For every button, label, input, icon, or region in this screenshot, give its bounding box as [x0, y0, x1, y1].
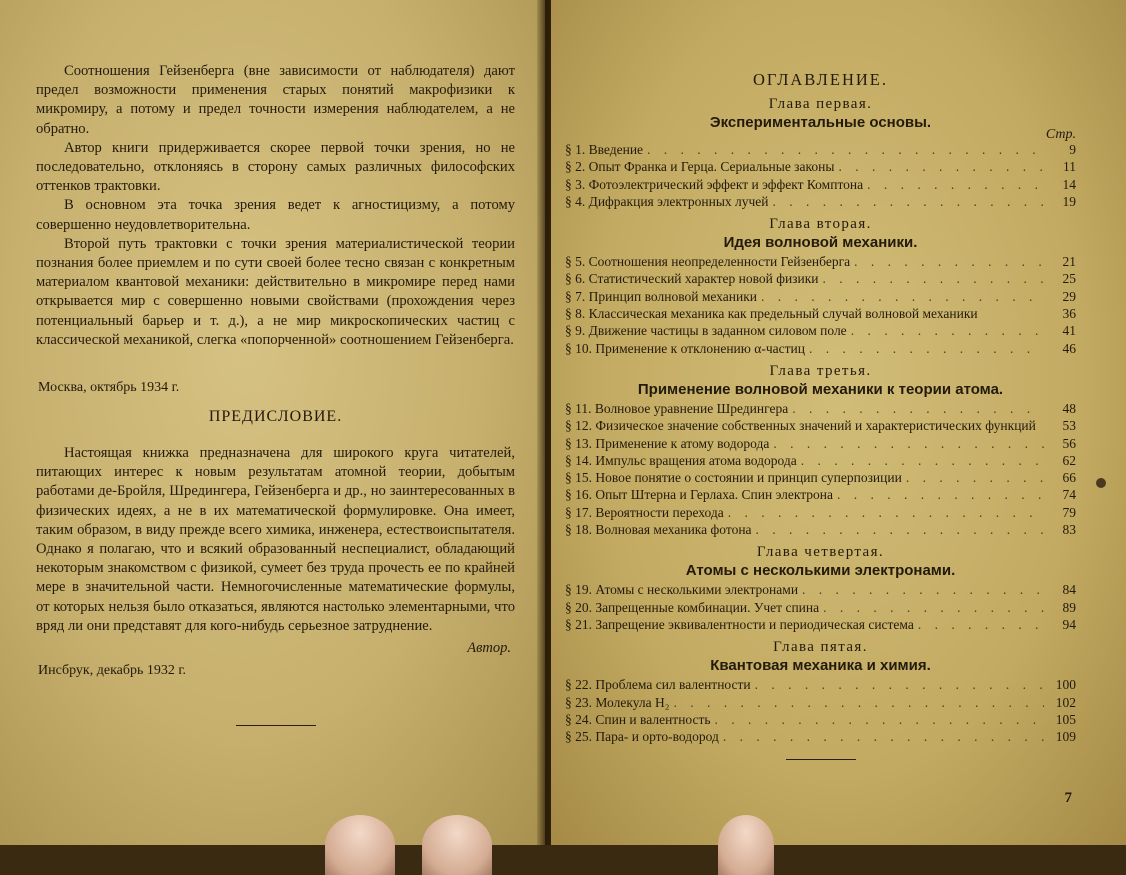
left-page [0, 0, 545, 845]
section-page: 62 [1062, 452, 1076, 468]
section-page: 100 [1055, 677, 1076, 693]
preface-heading: ПРЕДИСЛОВИЕ. [208, 408, 343, 426]
section-page: 14 [1062, 176, 1076, 192]
section-page: 109 [1055, 729, 1076, 745]
toc-entry [565, 322, 1076, 339]
place-date: Москва, октябрь 1934 г. [38, 380, 180, 396]
section-title: § 21. Запрещение эквивалентности и периодическая система [565, 616, 914, 632]
author-signature: Автор. [467, 640, 511, 657]
toc-entry [565, 521, 1076, 538]
section-title: § 19. Атомы с несколькими электронами [565, 582, 799, 598]
toc-entry [565, 599, 1076, 616]
stain-mark [1096, 478, 1106, 488]
section-title: § 4. Дифракция электронных лучей [565, 193, 769, 209]
toc-entry [565, 486, 1076, 503]
leader-dots [761, 288, 1044, 305]
section-page: 21 [1062, 254, 1076, 270]
right-page [551, 0, 1126, 845]
leader-dots [773, 193, 1044, 210]
chapter-number: Глава первая. [768, 96, 873, 112]
section-page: 41 [1062, 323, 1076, 339]
section-page: 36 [1062, 306, 1076, 322]
chapter-name: Квантовая механика и химия. [710, 657, 931, 675]
toc-entry [565, 504, 1076, 521]
section-title: § 10. Применение к отклонению α-частиц [565, 340, 805, 356]
table-of-contents [565, 96, 1076, 745]
toc-entry [565, 728, 1076, 745]
place-date: Инсбрук, декабрь 1932 г. [38, 663, 187, 679]
section-title: § 11. Волновое уравнение Шредингера [565, 400, 789, 416]
chapter-number: Глава четвертая. [756, 544, 885, 561]
toc-entry [565, 616, 1076, 633]
leader-dots [918, 616, 1044, 633]
leader-dots [809, 340, 1044, 357]
section-title: § 25. Пара- и орто-водород [565, 729, 719, 745]
section-page: 94 [1062, 616, 1076, 632]
section-title: § 2. Опыт Франка и Герца. Сериальные законы [565, 159, 835, 175]
chapter-sections [565, 400, 1076, 538]
section-title: § 23. Молекула H₂ [565, 694, 670, 710]
toc-entry [565, 288, 1076, 305]
toc-entry [565, 417, 1076, 434]
leader-dots [867, 176, 1044, 193]
leader-dots [792, 400, 1044, 417]
section-title: § 8. Классическая механика как предельный случай волновой механики [565, 306, 978, 322]
leader-dots [802, 581, 1044, 598]
divider [786, 759, 856, 760]
section-page: 84 [1062, 582, 1076, 598]
page-number: 7 [1064, 790, 1072, 806]
leader-dots [801, 452, 1044, 469]
toc-entry [565, 711, 1076, 728]
section-page: 53 [1062, 418, 1076, 434]
page-column-label: Стр. [1045, 127, 1076, 142]
section-title: § 22. Проблема сил валентности [565, 677, 751, 693]
section-page: 25 [1062, 271, 1076, 287]
section-page: 46 [1062, 340, 1076, 356]
paragraph: Соотношения Гейзенберга (вне зависимости от наблюдателя) дают предел возможности применения старых понятий макрофизики к микромиру, а потому и предел точности измерения наблюдателем, а не обратно. [36, 63, 515, 137]
toc-entry [565, 469, 1076, 486]
section-title: § 12. Физическое значение собственных значений и характеристических функций [565, 418, 1036, 434]
finger-right [718, 815, 774, 875]
paragraph: В основном эта точка зрения ведет к агностицизму, а потому совершенно неудовлетворительна. [36, 197, 515, 233]
leader-dots [755, 676, 1044, 693]
toc-entry [565, 694, 1076, 711]
toc-entry [565, 158, 1076, 175]
preface-paragraph: Настоящая книжка предназначена для широкого круга читателей, питающих интерес к новым результатам атомной теории, добытым работами де-Бройля, Шредингера, Гейзенберга и др., но заинтересованных в физических идеях, а не в их математической формулировке. Она имеет, таким образом, в виду прежде всего химика, инженера, естествоиспытателя. Однако я полагаю, что и всякий образованный неспециалист, обладающий некоторым знакомством с физикой, сумеет без труда прочесть ее по крайней мере в значительной части. Немногочисленные математические формулы, от которых нельзя было отказаться, являются настолько элементарными, что вряд ли они представят для кого-нибудь серьезное затруднение. [36, 445, 515, 634]
leader-dots [728, 504, 1044, 521]
finger-middle [422, 815, 492, 875]
section-title: § 13. Применение к атому водорода [565, 435, 770, 451]
section-page: 83 [1062, 522, 1076, 538]
leader-dots [823, 599, 1044, 616]
leader-dots [715, 711, 1044, 728]
section-title: § 5. Соотношения неопределенности Гейзенберга [565, 254, 851, 270]
chapter-number: Глава третья. [769, 362, 872, 379]
section-page: 79 [1062, 504, 1076, 520]
leader-dots [906, 469, 1044, 486]
afterword-text [36, 62, 515, 726]
toc-entry [565, 435, 1076, 452]
chapter-name: Применение волновой механики к теории атома. [637, 380, 1004, 398]
section-page: 56 [1062, 435, 1076, 451]
paragraph: Автор книги придерживается скорее первой точки зрения, но не последовательно, отклоняясь в сторону самых различных философских оттенков трактовки. [36, 139, 515, 195]
chapter-sections [565, 676, 1076, 745]
section-page: 11 [1063, 159, 1076, 175]
section-title: § 14. Импульс вращения атома водорода [565, 452, 797, 468]
section-page: 102 [1055, 694, 1076, 710]
section-title: § 1. Введение [565, 142, 644, 157]
leader-dots [773, 435, 1044, 452]
section-title: § 18. Волновая механика фотона [565, 522, 752, 538]
toc-entry [565, 340, 1076, 357]
toc-entry [565, 400, 1076, 417]
section-page: 74 [1062, 487, 1076, 503]
chapter-sections [565, 253, 1076, 357]
paragraph: Второй путь трактовки с точки зрения материалистической теории познания более приемлем и по сути своей более тесно связан с конкретным материалом квантовой механики: действительно в микромире перед нами открывается мир с совершенно новыми свойствами (прохождения через потенциальный барьер и т. д.), а не мир микроскопических частиц с классической механикой, слегка «попорченной» соотношением Гейзенберга. [36, 235, 515, 348]
chapter-name: Экспериментальные основы. [709, 114, 932, 131]
divider [236, 725, 316, 726]
leader-dots [647, 141, 1044, 158]
toc-entry [565, 270, 1076, 287]
toc-title: ОГЛАВЛЕНИЕ. [752, 70, 888, 89]
section-page: 66 [1062, 470, 1076, 486]
section-title: § 17. Вероятности перехода [565, 504, 724, 520]
leader-dots [756, 521, 1044, 538]
section-title: § 6. Статистический характер новой физики [565, 271, 819, 287]
leader-dots [851, 322, 1044, 339]
chapter-number: Глава вторая. [769, 216, 872, 233]
toc-entry [565, 193, 1076, 210]
chapter-name: Идея волновой механики. [723, 234, 918, 252]
leader-dots [723, 728, 1044, 745]
section-page: 29 [1062, 288, 1076, 304]
toc-entry [565, 676, 1076, 693]
toc-entry [565, 452, 1076, 469]
section-page: 48 [1062, 400, 1076, 416]
section-title: § 24. Спин и валентность [565, 711, 711, 727]
toc-entry [565, 141, 1076, 158]
section-title: § 20. Запрещенные комбинации. Учет спина [565, 599, 820, 615]
chapter-sections [565, 141, 1076, 210]
chapter-number: Глава пятая. [773, 639, 868, 656]
toc-entry [565, 253, 1076, 270]
section-title: § 7. Принцип волновой механики [565, 288, 757, 304]
toc-entry [565, 305, 1076, 322]
section-title: § 3. Фотоэлектрический эффект и эффект Комптона [565, 176, 864, 192]
toc-entry [565, 581, 1076, 598]
section-page: 89 [1062, 599, 1076, 615]
section-title: § 9. Движение частицы в заданном силовом поле [565, 323, 847, 339]
chapter-name: Атомы с несколькими электронами. [685, 562, 956, 580]
section-page: 105 [1055, 711, 1076, 727]
leader-dots [838, 158, 1044, 175]
leader-dots [823, 270, 1044, 287]
toc-entry [565, 176, 1076, 193]
section-title: § 15. Новое понятие о состоянии и принцип суперпозиции [565, 470, 902, 486]
chapter-sections [565, 581, 1076, 633]
section-page: 9 [1069, 142, 1076, 157]
leader-dots [837, 486, 1044, 503]
finger-left [325, 815, 395, 875]
section-page: 19 [1062, 193, 1076, 209]
section-title: § 16. Опыт Штерна и Герлаха. Спин электрона [565, 487, 834, 503]
leader-dots [673, 694, 1044, 711]
leader-dots [854, 253, 1044, 270]
